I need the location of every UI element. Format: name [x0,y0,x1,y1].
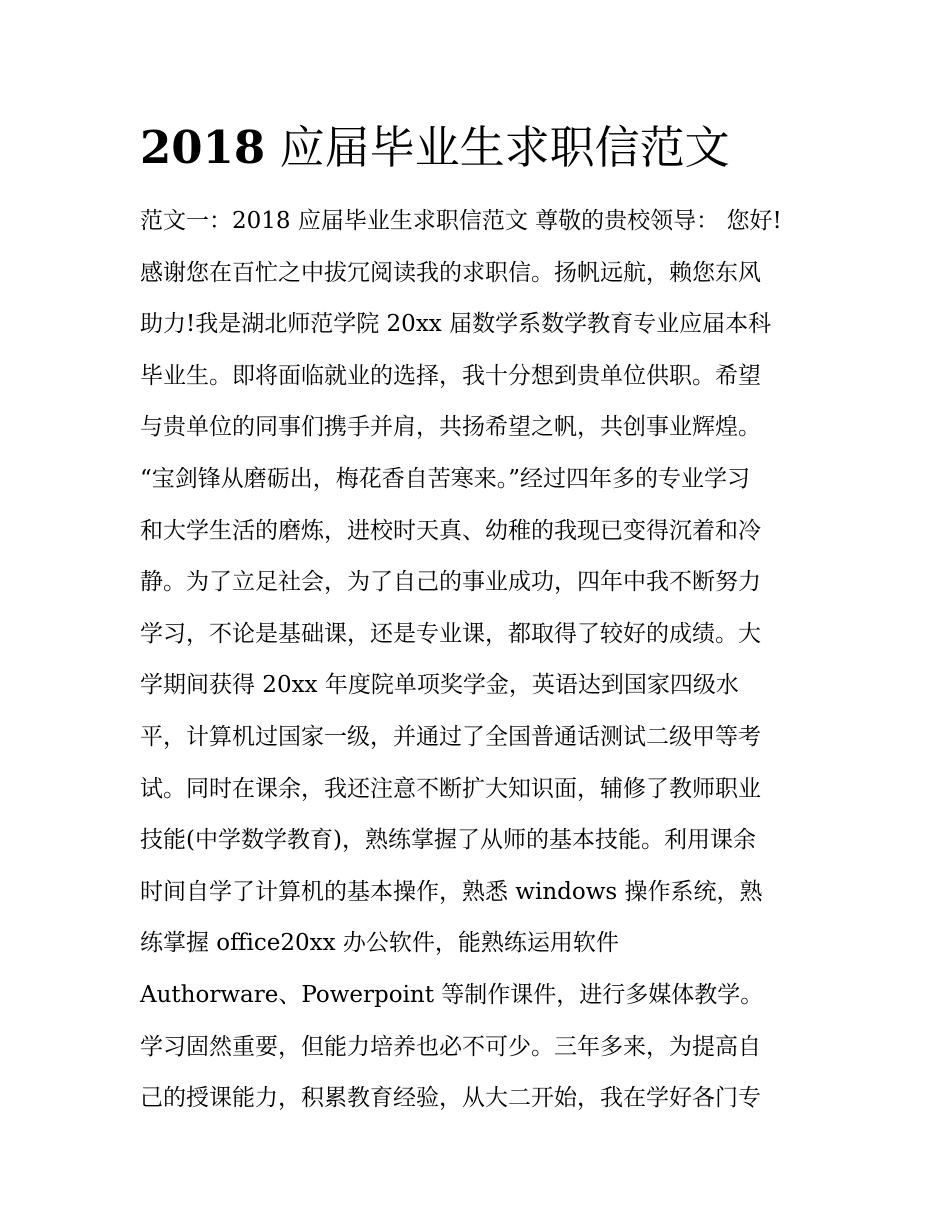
body-line: 平，计算机过国家一级，并通过了全国普通话测试二级甲等考 [140,723,761,750]
title-text: 应届毕业生求职信范文 [279,121,730,174]
body-line: “宝剑锋从磨砺出，梅花香自苦寒来。”经过四年多的专业学习 [140,465,751,492]
title-year: 2018 [140,121,266,174]
body-line: 学习，不论是基础课，还是专业课，都取得了较好的成绩。大 [140,620,761,647]
body-line: 范文一：2018 应届毕业生求职信范文 尊敬的贵校领导： 您好! [140,208,782,234]
body-line: Authorware、Powerpoint 等制作课件，进行多媒体教学。 [140,981,764,1008]
body-line: 静。为了立足社会，为了自己的事业成功，四年中我不断努力 [140,569,761,596]
body-line: 毕业生。即将面临就业的选择，我十分想到贵单位供职。希望 [140,362,761,389]
body-line: 和大学生活的磨炼，进校时天真、幼稚的我现已变得沉着和冷 [140,517,761,544]
body-line: 技能(中学数学教育)，熟练掌握了从师的基本技能。利用课余 [140,827,756,854]
body-line: 试。同时在课余，我还注意不断扩大知识面，辅修了教师职业 [140,775,761,802]
body-line: 学期间获得 20xx 年度院单项奖学金，英语达到国家四级水 [140,672,739,699]
body-text [140,196,820,1125]
body-line: 练掌握 office20xx 办公软件，能熟练运用软件 [140,930,619,957]
document-title [140,118,730,178]
body-line: 感谢您在百忙之中拔冗阅读我的求职信。扬帆远航，赖您东风 [140,259,761,286]
body-line: 与贵单位的同事们携手并肩，共扬希望之帆，共创事业辉煌。 [140,414,761,441]
body-line: 己的授课能力，积累教育经验，从大二开始，我在学好各门专 [140,1085,761,1112]
body-line: 学习固然重要，但能力培养也必不可少。三年多来，为提高自 [140,1033,761,1060]
body-line: 助力!我是湖北师范学院 20xx 届数学系数学教育专业应届本科 [140,311,772,338]
body-line: 时间自学了计算机的基本操作，熟悉 windows 操作系统，熟 [140,878,763,905]
